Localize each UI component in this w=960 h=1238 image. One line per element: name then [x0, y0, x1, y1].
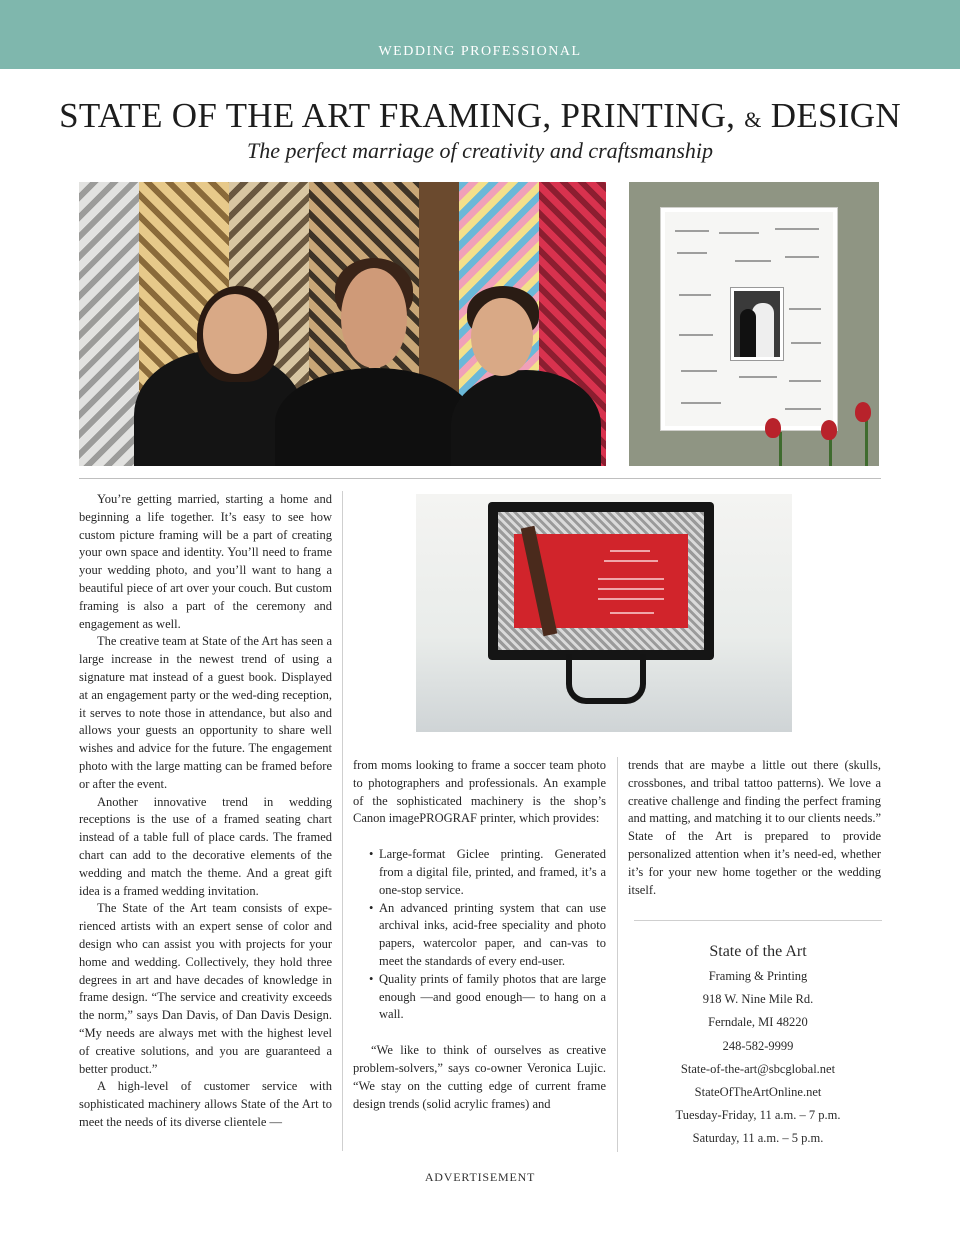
article-column-2 — [353, 757, 606, 1113]
top-banner — [0, 0, 960, 69]
article-paragraph: from moms looking to frame a soccer team photo to photographers and professionals. An example of the sophisticated machinery is the shop’s Canon imagePROGRAF printer, which provides: — [353, 758, 606, 826]
headline-ampersand: & — [744, 107, 762, 132]
signature-scribble — [677, 252, 707, 254]
article-paragraph: trends that are maybe a little out there (skulls, crossbones, and tribal tattoo patterns). We love a creative challenge and finding the perfect framing and matting, and matching it to our clients needs.” State of the Art is prepared to provide personalized attention when it’s need-ed, whether it’s for your new home together or the wedding itself. — [628, 758, 881, 897]
team-photo — [79, 182, 606, 466]
column-divider — [342, 491, 343, 1151]
headline — [0, 96, 960, 136]
business-city: Ferndale, MI 48220 — [708, 1015, 808, 1030]
list-item: • Large-format Giclee printing. Generated from a digital file, printed, and framed, it’s a one-stop service. — [371, 846, 606, 899]
signature-scribble — [789, 308, 821, 310]
section-label: WEDDING PROFESSIONAL — [378, 44, 582, 59]
headline-end: DESIGN — [770, 96, 901, 135]
signature-scribble — [785, 256, 819, 258]
tulip-flower — [855, 402, 871, 422]
business-tagline: Framing & Printing — [708, 969, 808, 983]
tulip-flower — [821, 420, 837, 440]
contact-divider — [634, 920, 882, 921]
headline-main: STATE OF THE ART FRAMING, PRINTING, — [59, 96, 736, 135]
invitation-script — [598, 598, 664, 600]
signature-scribble — [739, 376, 777, 378]
tulip-stem — [779, 432, 782, 466]
list-item: • Quality prints of family photos that are large enough —and good enough— to hang on a wall. — [371, 971, 606, 1024]
signature-scribble — [679, 294, 711, 296]
signature-scribble — [681, 370, 717, 372]
signature-scribble — [681, 402, 721, 404]
tulip-stem — [865, 418, 868, 466]
column-divider — [617, 757, 618, 1152]
signature-mat-photo — [629, 182, 879, 466]
signature-scribble — [735, 260, 771, 262]
article-paragraph: A high-level of customer service with sophisticated machinery allows State of the Art to meet the needs of its diverse clientele — — [79, 1079, 332, 1129]
signature-scribble — [789, 380, 821, 382]
invitation-script — [598, 578, 664, 580]
business-name: State of the Art — [709, 943, 807, 960]
article-column-1 — [79, 491, 332, 1132]
feature-list — [371, 846, 606, 1024]
article-paragraph: The creative team at State of the Art has seen a large increase in the newest trend of using a signature mat instead of a guest book. Displayed at an engagement party or the wed-ding reception, it serves to note those in attendance, but also and allows your guests an opportunity to share well wishes and advice for the future. The engagement photo with the large matting can be framed before or after the event. — [79, 634, 332, 791]
article-paragraph: Another innovative trend in wedding receptions is the use of a framed seating chart instead of a table full of place cards. The framed chart can add to the decorative elements of the wedding and match the theme. And a great gift idea is a framed wedding invitation. — [79, 794, 332, 898]
signature-scribble — [791, 342, 821, 344]
advertisement-label: ADVERTISEMENT — [424, 1170, 536, 1184]
invitation-script — [610, 550, 650, 552]
hours-weekday: Tuesday-Friday, 11 a.m. – 7 p.m. — [675, 1108, 841, 1123]
signature-scribble — [785, 408, 821, 410]
framed-invitation-photo — [416, 494, 792, 732]
business-phone: 248-582-9999 — [722, 1038, 794, 1053]
business-address: 918 W. Nine Mile Rd. — [702, 992, 814, 1007]
article-paragraph: You’re getting married, starting a home and beginning a life together. It’s easy to see how custom picture framing will be a part of creating your own space and identity. You’ll need to frame your wedding photo, and you’ll want to hang a beautiful piece of art over your couch. But custom framing is also a part of the ceremony and engagement as well. — [79, 492, 332, 631]
frame-samples-silver — [79, 182, 139, 466]
business-email: State-of-the-art@sbcglobal.net — [680, 1061, 836, 1076]
invitation-script — [598, 588, 664, 590]
display-easel — [566, 654, 646, 704]
business-website: StateOfTheArtOnline.net — [694, 1085, 822, 1100]
signature-scribble — [775, 228, 819, 230]
divider-rule — [79, 478, 881, 479]
person-right-face — [471, 298, 533, 376]
article-column-3 — [628, 757, 881, 899]
invitation-script — [604, 560, 658, 562]
signature-scribble — [679, 334, 713, 336]
person-center-face — [341, 268, 407, 368]
signature-scribble — [675, 230, 709, 232]
contact-block — [634, 942, 882, 1151]
article-paragraph: The State of the Art team consists of expe-rienced artists with an expert sense of color and design who can assist you with projects for your home and wedding. Collectively, they hold three degrees in art and have decades of knowledge in frame design. “The service and creativity exceeds the norm,” says Dan Davis, of Dan Davis Design. “My needs are always met with the highest level of creative solutions, and you are guaranteed a better product.” — [79, 901, 332, 1076]
list-item: • An advanced printing system that can use archival inks, acid-free speciality and photo papers, watercolor paper, and can-vas to meet the standards of every end-user. — [371, 900, 606, 971]
invitation-script — [610, 612, 654, 614]
engagement-photo — [731, 288, 783, 360]
signature-scribble — [719, 232, 759, 234]
subheadline: The perfect marriage of creativity and craftsmanship — [246, 138, 713, 163]
signature-mat-frame — [661, 208, 837, 430]
article-paragraph: “We like to think of ourselves as creative problem-solvers,” says co-owner Veronica Lujic. “We stay on the cutting edge of current frame design trends (solid acrylic frames) and — [353, 1043, 606, 1111]
tulip-flower — [765, 418, 781, 438]
person-left-face — [203, 294, 267, 374]
groom-figure — [740, 309, 756, 357]
invitation-frame — [488, 502, 714, 660]
hours-saturday: Saturday, 11 a.m. – 5 p.m. — [692, 1131, 824, 1146]
